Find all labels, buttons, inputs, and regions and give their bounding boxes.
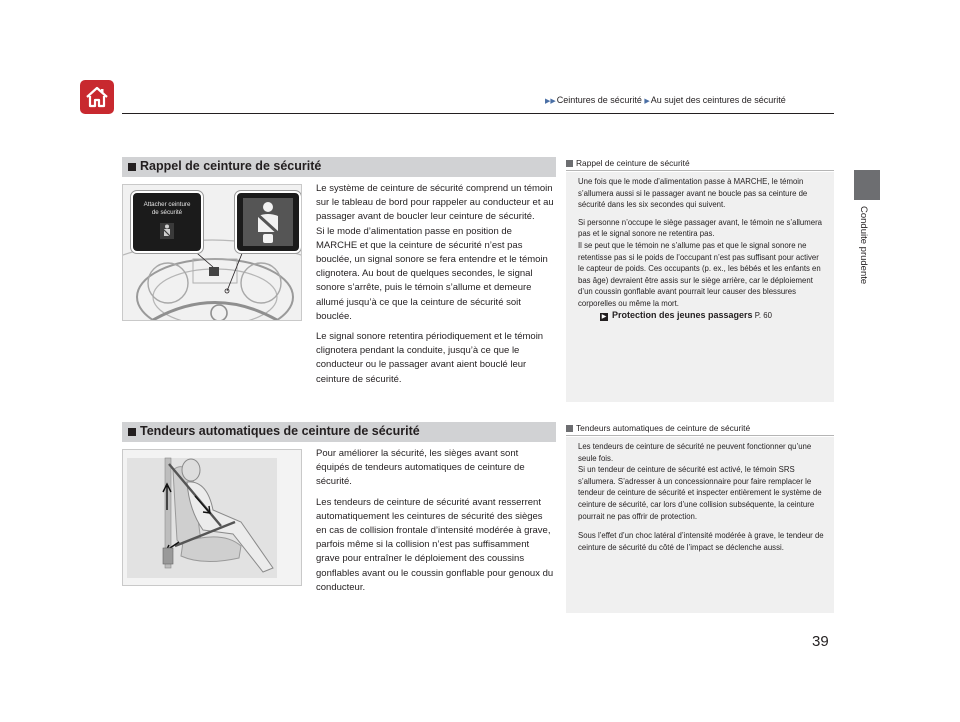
section-body — [316, 447, 554, 595]
section-marker-icon — [128, 428, 136, 436]
note-marker-icon — [566, 425, 573, 432]
cross-reference-page[interactable]: P. 60 — [754, 310, 772, 320]
section-title: Rappel de ceinture de sécurité — [140, 159, 322, 173]
chapter-tab-label: Conduite prudente — [858, 206, 869, 285]
body-paragraph: Les tendeurs de ceinture de sécurité avant resserrent automatiquement les ceintures de sécurité des sièges en cas de collision frontale d’intensité modérée à grave, parfois même si la collision n’est pas suffisamment grave pour entraîner le déploiement des coussins gonflables avant ou le coussin gonflable pour genoux du conducteur. — [316, 496, 554, 593]
sidebar-note-heading — [566, 158, 690, 168]
section-heading-pretensioners — [122, 422, 556, 442]
note-heading-text: Rappel de ceinture de sécurité — [576, 158, 690, 168]
seat-pretensioner-illustration — [122, 449, 302, 586]
body-paragraph: Pour améliorer la sécurité, les sièges avant sont équipés de tendeurs automatiques de ceinture de sécurité. — [316, 448, 525, 488]
cross-reference-arrow-icon: ▶ — [601, 313, 607, 320]
header-divider — [122, 113, 834, 114]
sidebar-note-heading — [566, 423, 750, 433]
note-paragraph: Les tendeurs de ceinture de sécurité ne peuvent fonctionner qu’une seule fois. — [578, 442, 812, 463]
page-number: 39 — [812, 633, 829, 650]
seatbelt-indicator-callout — [235, 191, 301, 253]
breadcrumb-item[interactable]: Au sujet des ceintures de sécurité — [650, 95, 786, 105]
home-icon — [85, 85, 109, 109]
callout-label-line: Attacher ceinture — [143, 201, 191, 208]
note-divider — [566, 435, 834, 436]
note-divider — [566, 170, 834, 171]
cross-reference-title[interactable]: Protection des jeunes passagers — [612, 309, 753, 320]
note-paragraph: Sous l’effet d’un choc latéral d’intensité modérée à grave, le tendeur de ceinture de sécurité du côté de l’impact se déclenche aussi. — [578, 531, 824, 552]
body-paragraph: Le signal sonore retentira périodiquement et le témoin clignotera pendant la conduite, jusqu’à ce que le conducteur ou le passager avant aient bouclé leur ceinture de sécurité. — [316, 331, 544, 385]
note-heading-text: Tendeurs automatiques de ceinture de sécurité — [576, 423, 751, 433]
dashboard-illustration — [122, 184, 302, 321]
note-paragraph: Il se peut que le témoin ne s’allume pas et que le signal sonore ne retentisse pas si le poids de l’occupant n’est pas suffisant pour activer le capteur de poids. Ces occupants (p. ex., les bébés et les enfants en bas âge) devraient être assis sur le siège arrière, car le déploiement d’un coussin gonflable avant pourrait leur causer des blessures corporelles ou même la mort. — [578, 240, 821, 308]
chapter-tab[interactable] — [854, 170, 880, 200]
seatbelt-indicator-icon — [243, 198, 293, 246]
body-paragraph: Si le mode d’alimentation passe en position de MARCHE et que la ceinture de sécurité n’est pas bouclée, un signal sonore se fera entendre et le témoin clignotera. Au bout de quelques secondes, le signal sonore s’arrête, puis le témoin s’allume et demeure allumé jusqu’à ce que la ceinture de sécurité soit bouclée. — [316, 225, 548, 322]
breadcrumb-item[interactable]: Ceintures de sécurité — [556, 95, 642, 105]
note-paragraph: Si un tendeur de ceinture de sécurité est activé, le témoin SRS s’allumera. S’adresser à un concessionnaire pour faire remplacer le tendeur de ceinture de sécurité et inspecter entièrement le système de ceinture de sécurité, car lors d’une collision subséquente, la ceinture pourrait ne pas offrir de protection. — [578, 465, 822, 521]
note-paragraph: Une fois que le mode d’alimentation passe à MARCHE, le témoin s’allumera aussi si le passager avant ne boucle pas sa ceinture de sécurité dans les six secondes qui suivent. — [578, 177, 808, 210]
note-paragraph: Si personne n’occupe le siège passager avant, le témoin ne s’allumera pas et le signal sonore ne retentira pas. — [578, 217, 823, 239]
section-marker-icon — [128, 163, 136, 171]
body-paragraph: Le système de ceinture de sécurité comprend un témoin sur le tableau de bord pour rappeler au conducteur et au passager avant de boucler leur ceinture de sécurité. — [316, 183, 554, 223]
sidebar-note-seatbelt-reminder — [566, 172, 834, 402]
section-title: Tendeurs automatiques de ceinture de sécurité — [140, 424, 420, 438]
cross-reference-link[interactable] — [578, 310, 824, 322]
warning-label-callout — [131, 191, 203, 253]
breadcrumb-arrow-icon: ▶▶ — [545, 98, 556, 105]
breadcrumb-arrow-icon: ▶ — [644, 98, 650, 105]
sidebar-note-pretensioners — [566, 437, 834, 613]
section-body — [316, 182, 554, 387]
seatbelt-warning-icon — [160, 223, 174, 239]
note-marker-icon — [566, 160, 573, 167]
section-heading-seatbelt-reminder — [122, 157, 556, 177]
breadcrumb — [545, 95, 786, 105]
callout-label-line: de sécurité — [151, 208, 183, 216]
seat-drawing — [123, 450, 301, 585]
home-button[interactable] — [80, 80, 114, 114]
